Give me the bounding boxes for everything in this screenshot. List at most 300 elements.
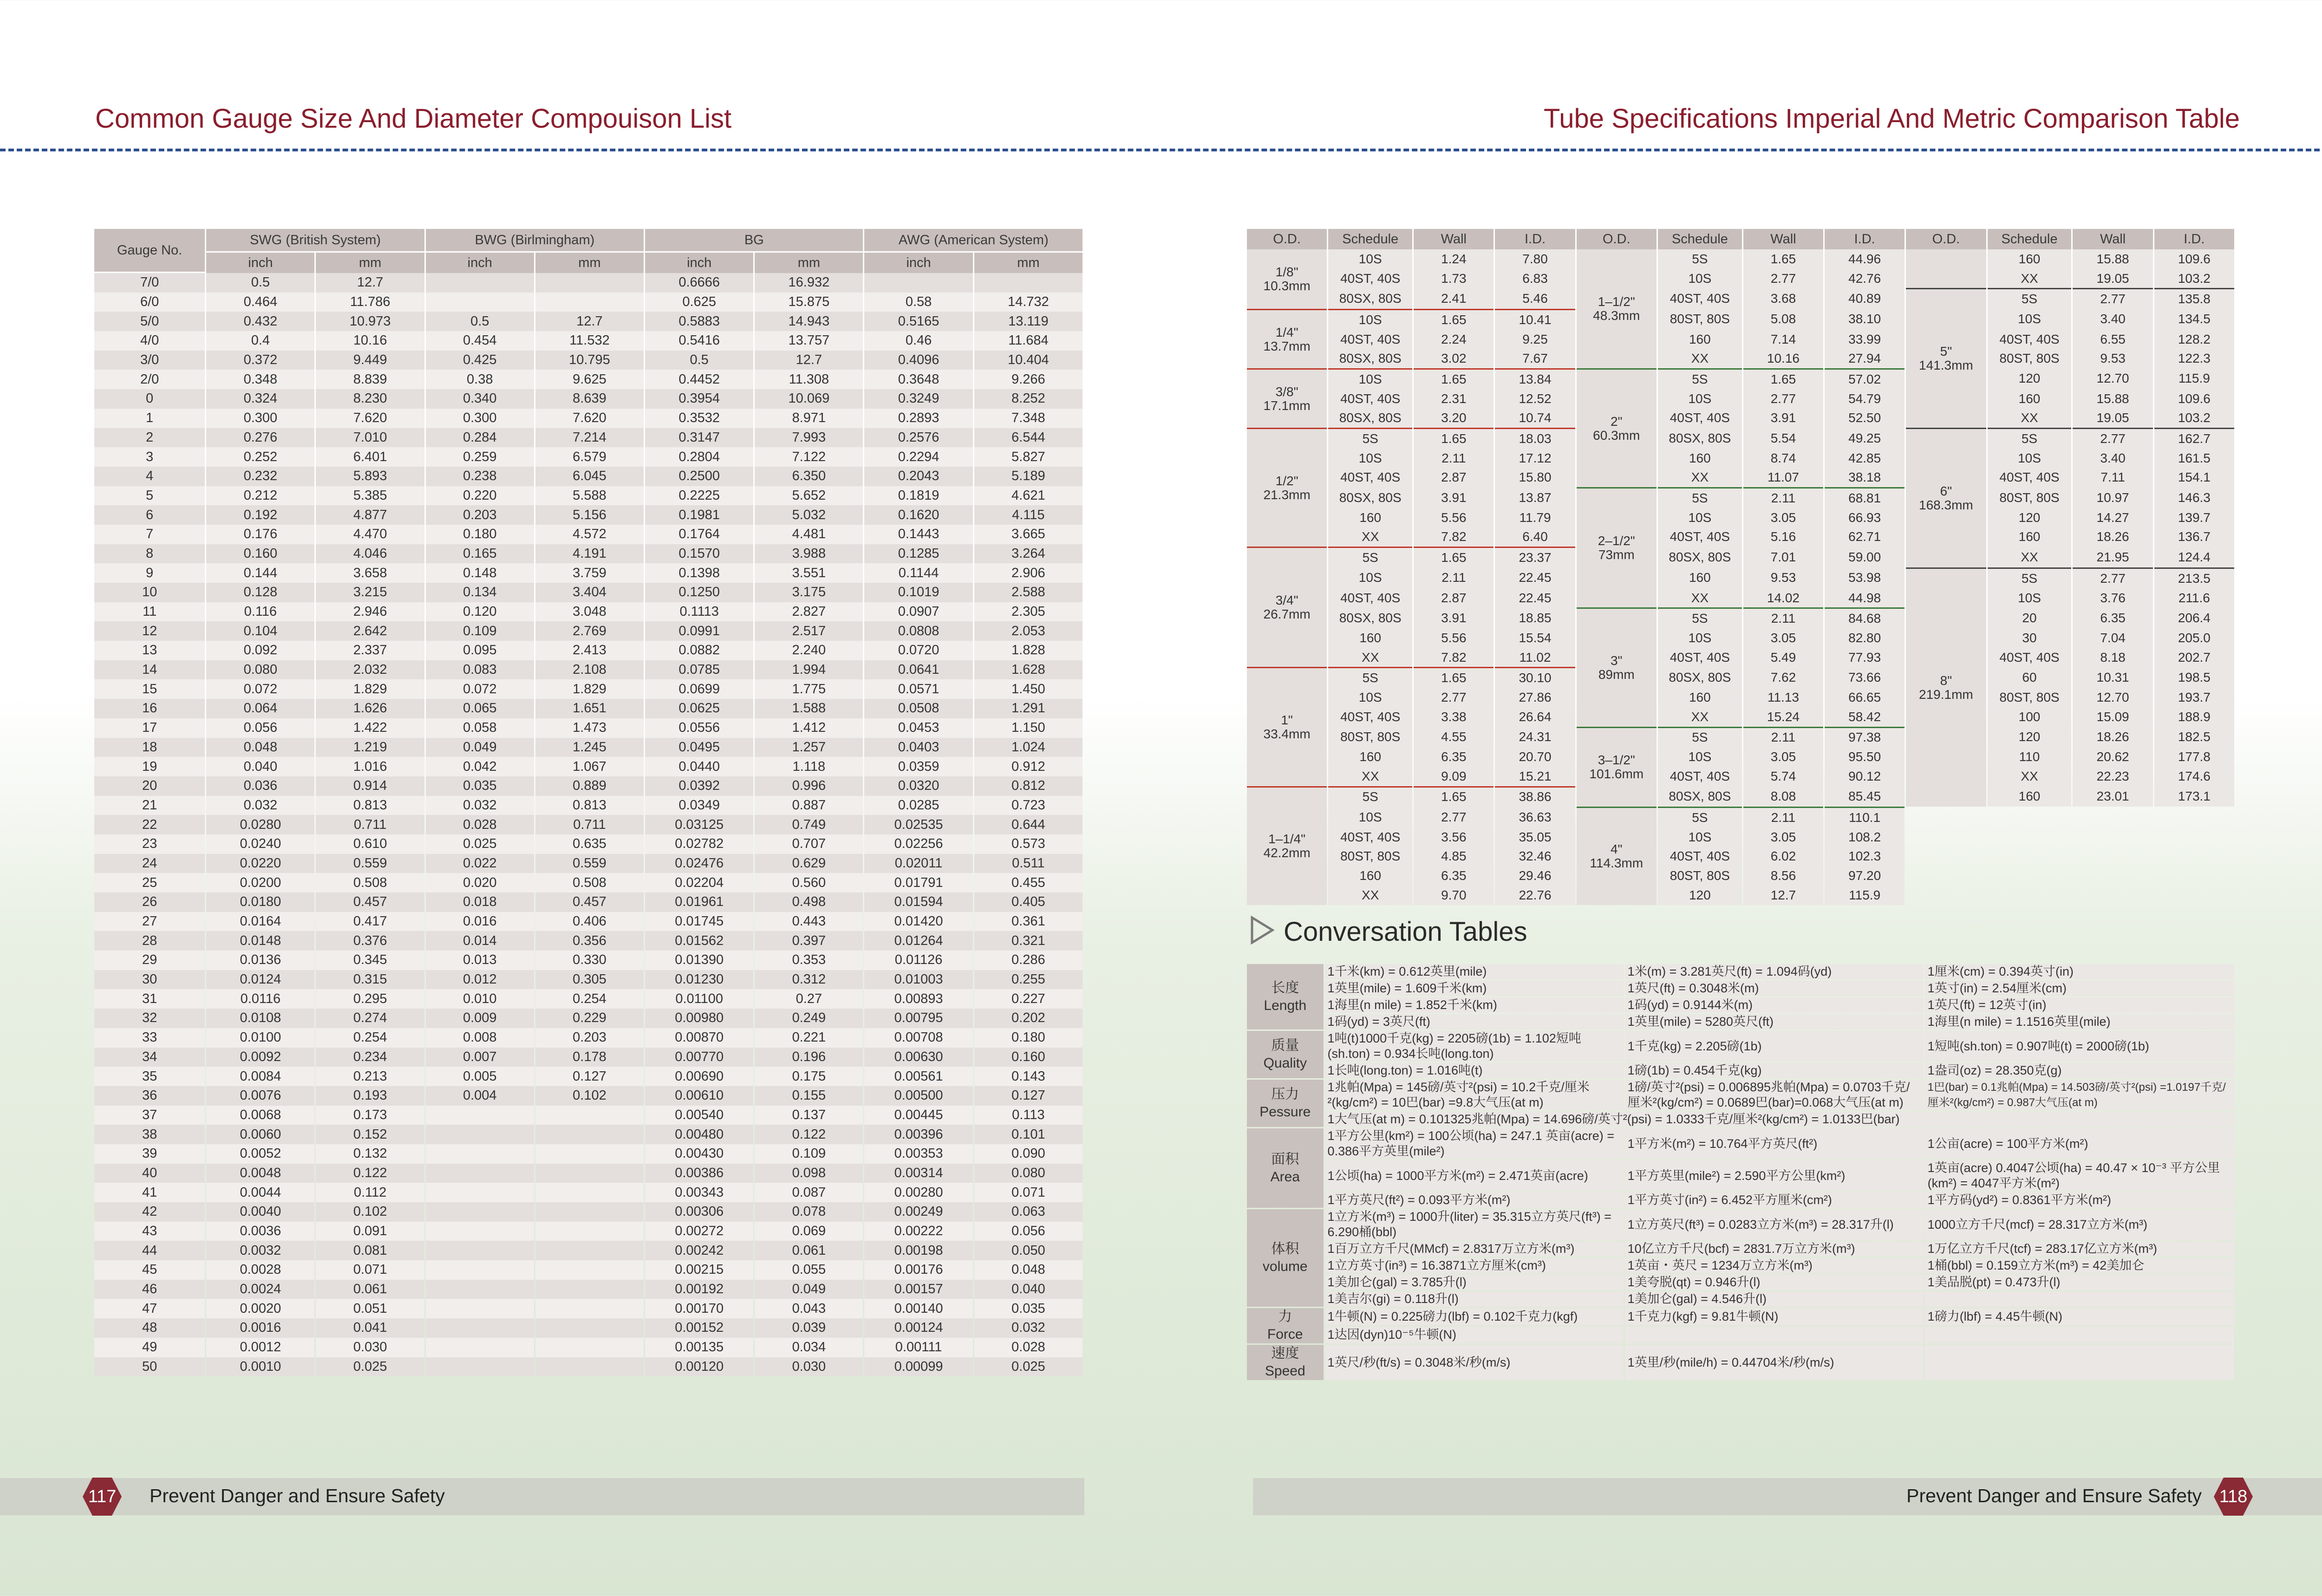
id-cell: 108.2 (1825, 827, 1905, 847)
id-cell: 22.45 (1495, 567, 1575, 588)
category-cell (1247, 1031, 1324, 1078)
table-cell: 0.812 (974, 776, 1083, 796)
schedule-cell: 160 (1328, 747, 1412, 767)
schedule-cell: 40ST, 40S (1658, 528, 1742, 547)
table-cell: 0.0012 (206, 1338, 314, 1357)
wall-cell: 10.31 (2073, 667, 2152, 688)
table-cell: 1.450 (974, 679, 1083, 699)
table-row (1247, 1345, 2234, 1380)
gauge-number-cell: 4 (94, 467, 205, 486)
left-page-number (83, 1477, 122, 1517)
table-row (94, 1086, 1083, 1106)
table-cell: 0.2500 (645, 467, 753, 486)
conversation-heading (1249, 916, 1527, 947)
table-row (94, 854, 1083, 873)
table-cell: 0.072 (426, 679, 534, 699)
od-mm-label: 73mm (1598, 547, 1635, 562)
id-cell: 18.03 (1495, 428, 1575, 449)
table-cell: 0.01745 (645, 912, 753, 932)
table-cell: 0.00135 (645, 1338, 753, 1357)
table-cell: 0.00353 (864, 1144, 972, 1164)
table-row (94, 486, 1083, 506)
table-cell: 3.551 (755, 563, 863, 583)
table-cell: 0.3648 (864, 370, 972, 389)
table-cell: 0.711 (316, 815, 424, 834)
table-cell: 0.813 (535, 796, 644, 815)
table-row (1247, 588, 2234, 608)
id-cell: 154.1 (2154, 468, 2234, 488)
table-row (94, 679, 1083, 699)
table-cell (535, 1106, 644, 1125)
table-cell (535, 1202, 644, 1222)
table-cell: 0.058 (426, 718, 534, 738)
table-cell (535, 1125, 644, 1144)
od-inch-label: 3–1/2" (1598, 753, 1635, 768)
id-cell: 38.10 (1825, 309, 1905, 330)
wall-cell: 6.35 (1414, 866, 1494, 886)
conversion-cell: 1英尺/秒(ft/s) = 0.3048米/秒(m/s) (1325, 1345, 1624, 1380)
wall-cell: 2.77 (1743, 389, 1823, 409)
schedule-cell: 5S (1988, 567, 2072, 588)
table-cell: 0.749 (755, 815, 863, 834)
wall-cell: 19.05 (2073, 269, 2152, 288)
id-cell: 10.74 (1495, 409, 1575, 428)
gauge-number-cell: 6/0 (94, 293, 205, 312)
table-cell: 0.00445 (864, 1106, 972, 1125)
table-cell: 0.0699 (645, 679, 753, 699)
table-row (94, 718, 1083, 738)
table-row (1247, 997, 2234, 1013)
schedule-cell: 30 (1988, 628, 2072, 648)
table-cell: 0.212 (206, 486, 314, 506)
table-cell: 0.0032 (206, 1241, 314, 1260)
table-cell: 7.122 (755, 447, 863, 467)
table-cell: 0.01003 (864, 970, 972, 990)
gauge-number-cell: 21 (94, 796, 205, 815)
wall-cell: 2.77 (1414, 807, 1494, 827)
table-cell: 0.203 (426, 505, 534, 525)
schedule-cell: 10S (1988, 449, 2072, 468)
schedule-cell: 10S (1658, 269, 1742, 288)
category-cell (1247, 1209, 1324, 1307)
table-cell: 13.119 (974, 312, 1083, 331)
table-cell: 3.404 (535, 583, 644, 602)
table-cell: 0.028 (426, 815, 534, 834)
table-cell (426, 1144, 534, 1164)
id-cell: 110.1 (1825, 807, 1905, 827)
table-cell (535, 1357, 644, 1377)
table-cell: 2.413 (535, 641, 644, 660)
table-cell: 6.350 (755, 467, 863, 486)
table-row (94, 989, 1083, 1009)
table-row (94, 1164, 1083, 1183)
table-cell: 0.048 (206, 738, 314, 757)
table-cell: 0.0010 (206, 1357, 314, 1377)
table-cell: 0.032 (206, 796, 314, 815)
table-cell: 0.0068 (206, 1106, 314, 1125)
gauge-number-cell: 27 (94, 912, 205, 932)
tube-header-cell: O.D. (1906, 229, 1986, 249)
table-cell: 4.115 (974, 505, 1083, 525)
schedule-cell: 5S (1988, 428, 2072, 449)
id-cell: 7.67 (1495, 349, 1575, 368)
gauge-number-cell: 12 (94, 621, 205, 641)
schedule-cell: 10S (1328, 807, 1412, 827)
gauge-number-cell: 0 (94, 389, 205, 409)
conversion-cell: 1米(m) = 3.281英尺(ft) = 1.094码(yd) (1625, 964, 1924, 979)
wall-cell: 15.88 (2073, 389, 2152, 409)
swg-header: SWG (British System) (206, 229, 424, 253)
table-row (1247, 288, 2234, 309)
id-cell: 26.64 (1495, 707, 1575, 727)
category-en-label: Pessure (1259, 1104, 1311, 1120)
wall-cell: 2.11 (1414, 449, 1494, 468)
schedule-cell: 160 (1328, 628, 1412, 648)
table-cell: 1.829 (535, 679, 644, 699)
gauge-number-cell: 20 (94, 776, 205, 796)
conversion-cell: 1桶(bbl) = 0.159立方米(m³) = 42美加仑 (1925, 1258, 2234, 1273)
schedule-cell: 5S (1658, 249, 1742, 269)
table-cell: 0.152 (316, 1125, 424, 1144)
table-cell: 0.043 (755, 1299, 863, 1318)
table-row (94, 1241, 1083, 1260)
tube-header-cell: I.D. (1495, 229, 1575, 249)
gauge-number-cell: 43 (94, 1222, 205, 1241)
table-cell: 0.0200 (206, 873, 314, 892)
wall-cell: 2.11 (1743, 487, 1823, 508)
table-cell: 0.0084 (206, 1067, 314, 1086)
schedule-cell: 5S (1658, 607, 1742, 628)
table-row (1247, 1080, 2234, 1110)
schedule-cell: 120 (1658, 886, 1742, 905)
header-divider (0, 149, 2322, 151)
table-cell: 0.295 (316, 989, 424, 1009)
wall-cell: 10.97 (2073, 487, 2152, 508)
id-cell: 15.80 (1495, 468, 1575, 488)
table-cell: 1.829 (316, 679, 424, 699)
conversion-cell: 1美加仑(gal) = 4.546升(l) (1625, 1291, 1924, 1307)
schedule-cell: 80SX, 80S (1658, 547, 1742, 567)
table-cell: 0.080 (206, 660, 314, 680)
table-cell: 0.010 (426, 989, 534, 1009)
table-cell: 0.095 (426, 641, 534, 660)
id-cell: 84.68 (1825, 607, 1905, 628)
outer-diameter-cell (1577, 249, 1657, 368)
table-cell: 10.16 (316, 331, 424, 351)
unit-header: inch (645, 253, 753, 273)
id-cell: 11.79 (1495, 508, 1575, 528)
table-cell: 7.214 (535, 428, 644, 448)
table-cell: 9.266 (974, 370, 1083, 389)
gauge-number-cell: 41 (94, 1183, 205, 1202)
id-cell: 177.8 (2154, 747, 2234, 767)
gauge-number-cell: 38 (94, 1125, 205, 1144)
table-cell: 0.078 (755, 1202, 863, 1222)
schedule-cell: 110 (1988, 747, 2072, 767)
table-cell: 0.300 (426, 409, 534, 428)
table-cell: 0.032 (426, 796, 534, 815)
table-cell: 0.056 (974, 1222, 1083, 1241)
schedule-cell: 80SX, 80S (1328, 288, 1412, 309)
gauge-number-cell: 37 (94, 1106, 205, 1125)
wall-cell: 1.65 (1743, 249, 1823, 269)
table-cell: 0.330 (535, 951, 644, 970)
schedule-cell: 160 (1658, 688, 1742, 707)
left-page-title: Common Gauge Size And Diameter Compouison List (95, 104, 732, 134)
table-cell: 0.0403 (864, 738, 972, 757)
conversion-cell: 1公顷(ha) = 1000平方米(m²) = 2.471英亩(acre) (1325, 1160, 1624, 1191)
table-row (1247, 1014, 2234, 1029)
wall-cell: 1.24 (1414, 249, 1494, 269)
table-cell: 0.220 (426, 486, 534, 506)
id-cell: 29.46 (1495, 866, 1575, 886)
wall-cell: 9.53 (1743, 567, 1823, 588)
id-cell: 27.86 (1495, 688, 1575, 707)
table-cell: 0.0028 (206, 1260, 314, 1280)
table-cell: 0.0044 (206, 1183, 314, 1202)
table-cell: 6.401 (316, 447, 424, 467)
schedule-cell: 60 (1988, 667, 2072, 688)
wall-cell: 2.87 (1414, 588, 1494, 608)
table-cell: 0.353 (755, 951, 863, 970)
gauge-number-cell: 23 (94, 834, 205, 854)
table-cell (426, 1106, 534, 1125)
wall-cell: 7.14 (1743, 330, 1823, 349)
od-mm-label: 33.4mm (1263, 727, 1311, 741)
table-row (1247, 249, 2234, 269)
table-cell: 5.827 (974, 447, 1083, 467)
table-row (1247, 330, 2234, 349)
table-row (94, 1106, 1083, 1125)
table-row (1247, 368, 2234, 389)
table-cell: 2.588 (974, 583, 1083, 602)
od-mm-label: 13.7mm (1263, 339, 1311, 353)
schedule-cell: 40ST, 40S (1328, 827, 1412, 847)
schedule-cell: 80ST, 80S (1328, 847, 1412, 866)
table-cell: 0.644 (974, 815, 1083, 834)
gauge-number-cell: 10 (94, 583, 205, 602)
table-cell: 1.828 (974, 641, 1083, 660)
table-cell (426, 1318, 534, 1338)
conversion-cell: 1码(yd) = 0.9144米(m) (1625, 997, 1924, 1013)
gauge-number-cell: 8 (94, 544, 205, 564)
gauge-number-cell: 24 (94, 854, 205, 873)
tube-header-cell: I.D. (2154, 229, 2234, 249)
id-cell: 97.20 (1825, 866, 1905, 886)
right-page-number (2214, 1477, 2253, 1517)
gauge-number-cell: 16 (94, 699, 205, 718)
table-cell: 7.993 (755, 428, 863, 448)
schedule-cell: 10S (1658, 827, 1742, 847)
wall-cell: 3.02 (1414, 349, 1494, 368)
table-cell: 0.723 (974, 796, 1083, 815)
wall-cell: 9.70 (1414, 886, 1494, 905)
id-cell: 49.25 (1825, 428, 1905, 449)
table-cell: 0.0136 (206, 951, 314, 970)
table-cell: 4.877 (316, 505, 424, 525)
gauge-number-cell: 39 (94, 1144, 205, 1164)
gauge-number-cell: 15 (94, 679, 205, 699)
gauge-number-cell: 13 (94, 641, 205, 660)
tube-table-header (1247, 229, 2234, 249)
table-cell: 0.018 (426, 892, 534, 912)
table-cell: 0.178 (535, 1048, 644, 1067)
od-inch-label: 1/8" (1275, 265, 1298, 280)
table-cell: 0.1570 (645, 544, 753, 564)
table-cell: 3.665 (974, 525, 1083, 544)
table-row (1247, 964, 2234, 979)
table-cell: 0.305 (535, 970, 644, 990)
outer-diameter-cell (1577, 727, 1657, 807)
table-row (94, 1357, 1083, 1377)
conversion-cell: 1千米(km) = 0.612英里(mile) (1325, 964, 1624, 979)
wall-cell: 12.70 (2073, 368, 2152, 389)
table-row (1247, 1258, 2234, 1273)
table-cell: 2.946 (316, 602, 424, 622)
gauge-number-cell: 31 (94, 989, 205, 1009)
category-en-label: Area (1270, 1169, 1300, 1185)
table-row (94, 699, 1083, 718)
table-row (1247, 807, 2234, 827)
table-cell: 8.252 (974, 389, 1083, 409)
table-cell: 0.01230 (645, 970, 753, 990)
table-cell: 0.203 (535, 1028, 644, 1048)
schedule-cell: 10S (1658, 389, 1742, 409)
table-cell: 0.0024 (206, 1280, 314, 1299)
table-row (94, 583, 1083, 602)
id-cell: 103.2 (2154, 409, 2234, 428)
table-row (1247, 747, 2234, 767)
category-cn-label: 体积 (1271, 1241, 1299, 1257)
table-cell: 1.245 (535, 738, 644, 757)
table-cell (535, 1183, 644, 1202)
schedule-cell: 5S (1328, 786, 1412, 807)
table-cell: 0.071 (974, 1183, 1083, 1202)
outer-diameter-cell (1906, 249, 1986, 288)
table-cell: 0.0020 (206, 1299, 314, 1318)
table-cell: 0.069 (755, 1222, 863, 1241)
table-cell: 0.0641 (864, 660, 972, 680)
right-footer-slogan: Prevent Danger and Ensure Safety (1906, 1485, 2202, 1506)
table-cell: 1.412 (755, 718, 863, 738)
table-cell: 0.3532 (645, 409, 753, 428)
wall-cell: 22.23 (2073, 767, 2152, 786)
table-cell: 10.795 (535, 351, 644, 370)
table-cell: 0.01420 (864, 912, 972, 932)
od-inch-label: 1/2" (1275, 473, 1298, 488)
id-cell: 15.54 (1495, 628, 1575, 648)
table-cell: 0.625 (645, 293, 753, 312)
table-cell: 0.0495 (645, 738, 753, 757)
schedule-cell: 40ST, 40S (1658, 767, 1742, 786)
table-cell: 0.063 (974, 1202, 1083, 1222)
schedule-cell: 160 (1658, 449, 1742, 468)
schedule-cell: 120 (1988, 508, 2072, 528)
table-cell: 0.00430 (645, 1144, 753, 1164)
table-cell: 0.0285 (864, 796, 972, 815)
wall-cell: 2.11 (1743, 807, 1823, 827)
table-cell: 11.532 (535, 331, 644, 351)
schedule-cell: 10S (1328, 309, 1412, 330)
table-cell: 2.305 (974, 602, 1083, 622)
table-cell: 0.2294 (864, 447, 972, 467)
table-cell: 0.109 (426, 621, 534, 641)
id-cell: 202.7 (2154, 648, 2234, 667)
table-cell: 0.0320 (864, 776, 972, 796)
table-cell: 0.0060 (206, 1125, 314, 1144)
table-cell (535, 1318, 644, 1338)
id-cell: 32.46 (1495, 847, 1575, 866)
id-cell: 44.98 (1825, 588, 1905, 608)
wall-cell: 21.95 (2073, 547, 2152, 567)
table-cell: 0.193 (316, 1086, 424, 1106)
table-cell: 1.473 (535, 718, 644, 738)
tube-header-cell: Schedule (1328, 229, 1412, 249)
conversion-cell: 1吨(t)1000千克(kg) = 2205磅(1b) = 1.102短吨(sh.ton) = 0.934长吨(long.ton) (1325, 1031, 1624, 1062)
table-cell: 0.0882 (645, 641, 753, 660)
table-cell: 1.628 (974, 660, 1083, 680)
table-row (94, 951, 1083, 970)
table-cell: 0.397 (755, 931, 863, 951)
table-cell: 0.4 (206, 331, 314, 351)
gauge-number-cell: 28 (94, 931, 205, 951)
gauge-number-cell: 30 (94, 970, 205, 990)
schedule-cell: 80SX, 80S (1658, 667, 1742, 688)
table-cell: 1.994 (755, 660, 863, 680)
table-cell: 0.1819 (864, 486, 972, 506)
od-mm-label: 141.3mm (1919, 358, 1973, 373)
table-row (94, 1260, 1083, 1280)
table-row (1247, 1291, 2234, 1307)
outer-diameter-cell (1247, 309, 1327, 368)
schedule-cell: 160 (1988, 389, 2072, 409)
gauge-number-cell: 3 (94, 447, 205, 467)
table-cell: 0.0392 (645, 776, 753, 796)
table-row (1247, 1192, 2234, 1208)
table-row (94, 273, 1083, 293)
schedule-cell: 80SX, 80S (1328, 409, 1412, 428)
table-cell (426, 1222, 534, 1241)
wall-cell: 2.77 (1743, 269, 1823, 288)
table-cell: 0.01390 (645, 951, 753, 970)
conversion-cell: 1千克(kg) = 2.205磅(1b) (1625, 1031, 1924, 1062)
table-row (1247, 389, 2234, 409)
conversion-table-body (1247, 964, 2234, 1380)
table-cell: 0.102 (535, 1086, 644, 1106)
table-cell: 7.348 (974, 409, 1083, 428)
table-row (1247, 607, 2234, 628)
outer-diameter-cell (1577, 807, 1657, 905)
unit-header: mm (974, 253, 1083, 273)
id-cell: 33.99 (1825, 330, 1905, 349)
od-mm-label: 168.3mm (1919, 498, 1973, 513)
table-cell: 0.032 (974, 1318, 1083, 1338)
wall-cell: 1.65 (1414, 368, 1494, 389)
od-inch-label: 3/4" (1275, 593, 1298, 608)
id-cell: 54.79 (1825, 389, 1905, 409)
id-cell: 146.3 (2154, 487, 2234, 508)
category-cn-label: 长度 (1271, 980, 1299, 996)
id-cell: 10.41 (1495, 309, 1575, 330)
outer-diameter-cell (1247, 547, 1327, 667)
table-cell: 0.00540 (645, 1106, 753, 1125)
table-row (1247, 1031, 2234, 1062)
wall-cell: 3.91 (1414, 487, 1494, 508)
table-cell: 0.0991 (645, 621, 753, 641)
table-cell (535, 1144, 644, 1164)
table-cell: 3.175 (755, 583, 863, 602)
id-cell: 161.5 (2154, 449, 2234, 468)
